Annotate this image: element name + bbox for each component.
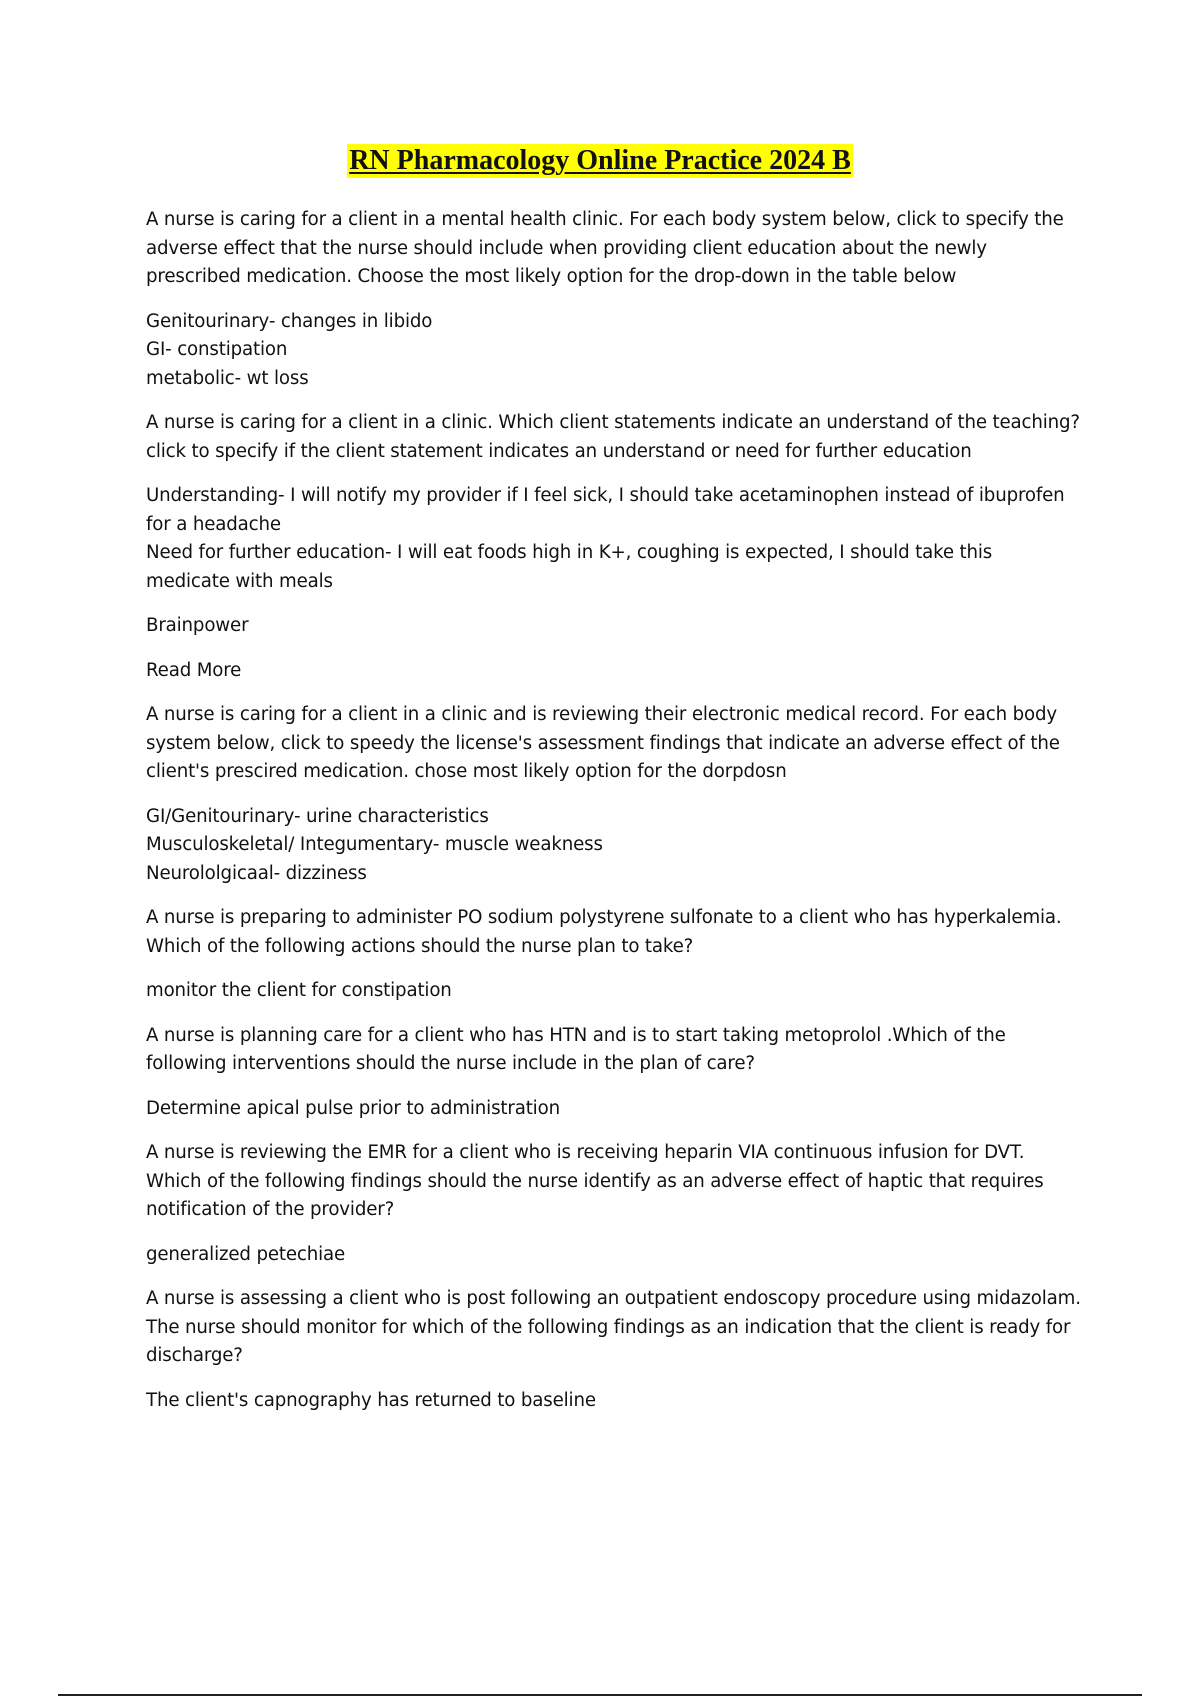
answer-line: metabolic- wt loss (146, 367, 309, 389)
answer-line: Neurololgicaal- dizziness (146, 862, 367, 884)
footer-divider (58, 1694, 1142, 1696)
answer-7: The client's capnography has returned to baseline (146, 1389, 596, 1411)
answer-5: Determine apical pulse prior to administration (146, 1097, 560, 1119)
answer-line: GI/Genitourinary- urine characteristics (146, 805, 489, 827)
answer-4: monitor the client for constipation (146, 980, 452, 1001)
question-3: A nurse is caring for a client in a clinic and is reviewing their electronic medical record. For each body system below, click to speedy the license's assessment findings that indicate an adverse effect of the client's prescired medication. chose most likely option for the dorpdosn (146, 704, 1060, 782)
document-body (146, 206, 1081, 1431)
answer-2 (146, 482, 1081, 596)
answer-line: Understanding- I will notify my provider if I feel sick, I should take acetaminophen instead of ibuprofen for a headache (146, 485, 1065, 535)
answer-line: Musculoskeletal/ Integumentary- muscle weakness (146, 834, 603, 855)
answer-line: Need for further education- I will eat foods high in K+, coughing is expected, I should take this medicate with meals (146, 542, 993, 592)
read-more-link[interactable]: Read More (146, 659, 242, 681)
question-1: A nurse is caring for a client in a mental health clinic. For each body system below, click to specify the adverse effect that the nurse should include when providing client education about the newly prescribed medication. Choose the most likely option for the drop-down in the table below (146, 209, 1064, 287)
question-5: A nurse is planning care for a client who has HTN and is to start taking metoprolol .Which of the following interventions should the nurse include in the plan of care? (146, 1024, 1006, 1074)
question-2: A nurse is caring for a client in a clinic. Which client statements indicate an understand of the teaching? click to specify if the client statement indicates an understand or need for further education (146, 412, 1080, 462)
answer-6: generalized petechiae (146, 1243, 346, 1265)
answer-3 (146, 803, 1081, 889)
question-4: A nurse is preparing to administer PO sodium polystyrene sulfonate to a client who has hyperkalemia. Which of the following actions should the nurse plan to take? (146, 907, 1062, 957)
answer-1 (146, 308, 1081, 394)
document-title: RN Pharmacology Online Practice 2024 B (349, 145, 851, 176)
brainpower-label: Brainpower (146, 615, 249, 636)
question-7: A nurse is assessing a client who is post following an outpatient endoscopy procedure using midazolam. The nurse should monitor for which of the following findings as an indication that the client is ready for discharge? (146, 1288, 1081, 1366)
answer-line: Genitourinary- changes in libido (146, 310, 433, 332)
title-wrap (0, 144, 1200, 178)
answer-line: GI- constipation (146, 339, 288, 360)
question-6: A nurse is reviewing the EMR for a client who is receiving heparin VIA continuous infusion for DVT. Which of the following findings should the nurse identify as an adverse effect of haptic that requires notification of the provider? (146, 1142, 1044, 1220)
